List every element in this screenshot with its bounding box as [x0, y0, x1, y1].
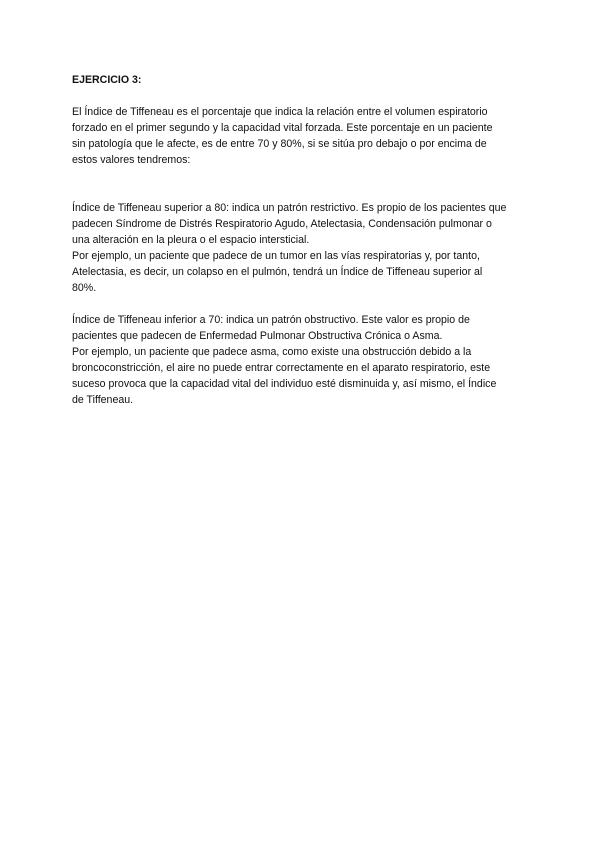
- text-line: estos valores tendremos:: [72, 154, 191, 166]
- text-line: broncoconstricción, el aire no puede entrar correctamente en el aparato respiratorio, este: [72, 362, 491, 374]
- paragraph-gap: [72, 184, 524, 200]
- text-line: forzado en el primer segundo y la capacidad vital forzada. Este porcentaje en un paciente: [72, 122, 493, 134]
- paragraph-gap: [72, 296, 524, 312]
- text-line: de Tiffeneau.: [72, 394, 134, 406]
- document-page: [72, 72, 524, 408]
- text-line: Por ejemplo, un paciente que padece asma, como existe una obstrucción debido a la: [72, 346, 472, 358]
- text-line: Índice de Tiffeneau superior a 80: indica un patrón restrictivo. Es propio de los pacientes que: [72, 202, 507, 214]
- superior-example-paragraph: [72, 248, 524, 296]
- text-line: padecen Síndrome de Distrés Respiratorio Agudo, Atelectasia, Condensación pulmonar o: [72, 218, 492, 230]
- paragraph-gap: [72, 168, 524, 184]
- superior-paragraph: [72, 200, 524, 248]
- exercise-title: EJERCICIO 3:: [72, 74, 142, 86]
- text-line: pacientes que padecen de Enfermedad Pulmonar Obstructiva Crónica o Asma.: [72, 330, 443, 342]
- text-line: 80%.: [72, 282, 97, 294]
- text-line: Índice de Tiffeneau inferior a 70: indica un patrón obstructivo. Este valor es propio de: [72, 314, 470, 326]
- text-line: El Índice de Tiffeneau es el porcentaje que indica la relación entre el volumen espiratorio: [72, 106, 488, 118]
- intro-paragraph: [72, 104, 524, 168]
- inferior-paragraph: [72, 312, 524, 344]
- inferior-example-paragraph: [72, 344, 524, 408]
- text-line: una alteración en la pleura o el espacio intersticial.: [72, 234, 310, 246]
- text-line: Por ejemplo, un paciente que padece de un tumor en las vías respiratorias y, por tanto,: [72, 250, 480, 262]
- text-line: sin patología que le afecte, es de entre 70 y 80%, si se sitúa pro debajo o por encima de: [72, 138, 487, 150]
- text-line: Atelectasia, es decir, un colapso en el pulmón, tendrá un Índice de Tiffeneau superior al: [72, 266, 483, 278]
- text-line: suceso provoca que la capacidad vital del individuo esté disminuida y, así mismo, el Índice: [72, 378, 497, 390]
